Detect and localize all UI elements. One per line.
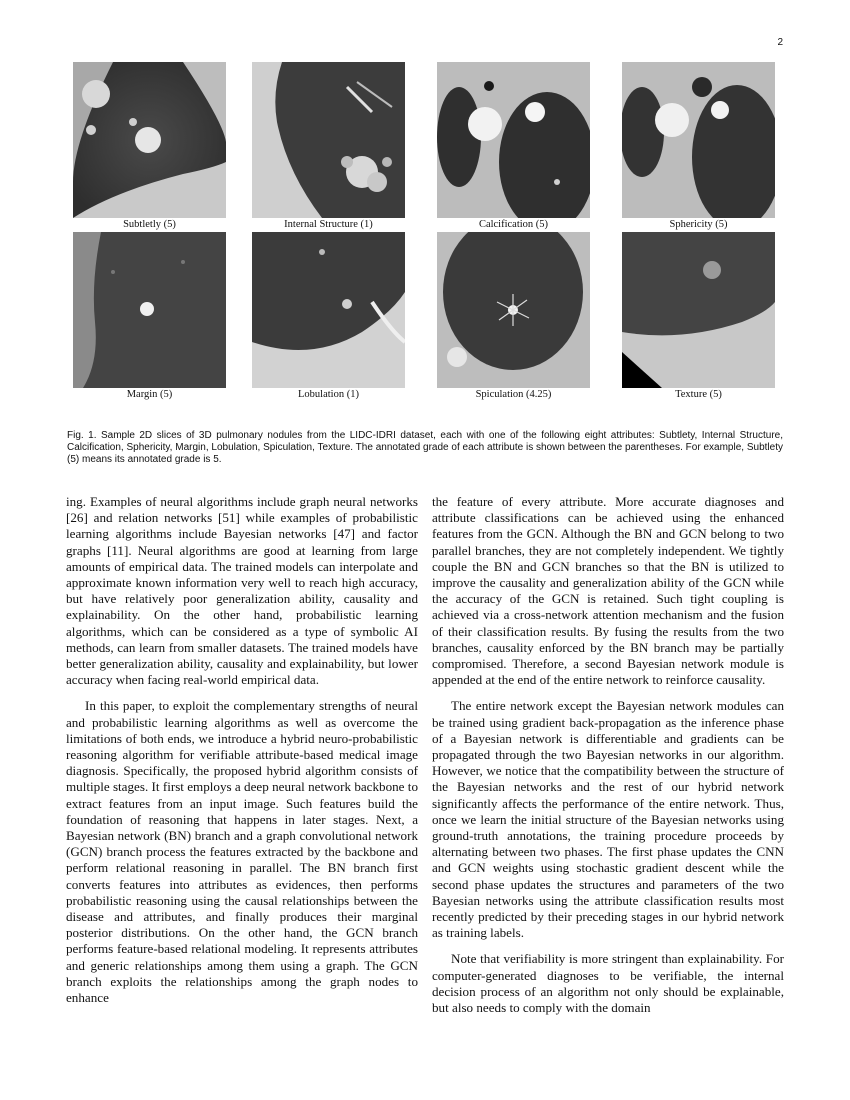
- ct-slice-image: [437, 232, 590, 388]
- paragraph: ing. Examples of neural algorithms include graph neural networks [26] and relation networks [51] while examples of probabilistic learning algorithms include Bayesian networks [47] and factor graphs [11]. Neural algorithms are good at learning from large amounts of empirical data. The trained models can interpolate and approximate known information very well to reach high accuracy, but have relatively poor generalization ability, causality and explainability. On the other hand, probabilistic learning algorithms, which can be considered as a type of symbolic AI methods, can learn from smaller datasets. The trained models have better generalization ability, causality and explainability, but lower accuracy when facing real-world empirical data.: [66, 494, 418, 688]
- figure-panel-spiculation: [437, 232, 590, 402]
- paragraph: The entire network except the Bayesian network modules can be trained using gradient back-propagation as the inference phase of a Bayesian network is differentiable and gradients can be propagated through the two Bayesian networks in our algorithm. However, we notice that the compatibility between the structure of the Bayesian networks and the rest of our hybrid network significantly affects the performance of the entire network. Thus, once we learn the initial structure of the Bayesian networks using ground-truth annotations, the training procedure proceeds by alternating between two phases. The first phase updates the CNN and GCN weights using stochastic gradient descent while the second phase updates the structures and parameters of the two Bayesian networks using the attribute classification results most recently predicted by their preceding stages in our hybrid network as training labels.: [432, 698, 784, 941]
- ct-slice-image: [252, 62, 405, 218]
- figure-panel-sphericity: [622, 62, 775, 232]
- panel-caption: Sphericity (5): [669, 219, 728, 230]
- ct-slice-image: [437, 62, 590, 218]
- figure-caption: Fig. 1. Sample 2D slices of 3D pulmonary nodules from the LIDC-IDRI dataset, each with one of the following eight attributes: Subtlety, Internal Structure, Calcification, Sphericity, Margin, Lobulation, Spiculation, Texture. The annotated grade of each attribute is shown between the parentheses. For example, Subtlety (5) means its annotated grade is 5.: [67, 430, 783, 466]
- right-column: [432, 494, 784, 1026]
- panel-caption: Lobulation (1): [298, 389, 359, 400]
- figure-panel-internal-structure: [252, 62, 405, 232]
- figure-panel-calcification: [437, 62, 590, 232]
- figure-panel-lobulation: [252, 232, 405, 402]
- ct-slice-image: [622, 232, 775, 388]
- panel-caption: Margin (5): [126, 389, 173, 400]
- ct-slice-image: [252, 232, 405, 388]
- panel-caption: Calcification (5): [478, 219, 549, 230]
- paragraph: In this paper, to exploit the complementary strengths of neural and probabilistic learning algorithms as well as overcome the limitations of both ends, we introduce a hybrid neuro-probabilistic reasoning algorithm for verifiable attribute-based medical image diagnosis. Specifically, the proposed hybrid algorithm consists of multiple stages. It first employs a deep neural network backbone to extract features from an input image. Such features build the foundation of reasoning that happens in later stages. Next, a Bayesian network (BN) branch and a graph convolutional network (GCN) branch process the features extracted by the backbone and perform relational reasoning in parallel. The BN branch first converts features into attributes as evidences, then performs probabilistic reasoning using the causal relationships between the disease and attributes, and finally produces their marginal posterior distributions. On the other hand, the GCN branch performs feature-based relational modeling. It represents attributes and generic relationships among them using a graph. The GCN branch exploits the relationships among the graph nodes to enhance: [66, 698, 418, 1006]
- left-column: [66, 494, 418, 1016]
- figure-panel-margin: [73, 232, 226, 402]
- paragraph: Note that verifiability is more stringent than explainability. For computer-generated diagnoses to be verifiable, the internal decision process of an algorithm not only should be explainable, but also needs to comply with the domain: [432, 951, 784, 1016]
- ct-slice-image: [73, 232, 226, 388]
- figure-row-top: [73, 62, 779, 232]
- figure-panel-subtlety: [73, 62, 226, 232]
- panel-caption: Spiculation (4.25): [475, 389, 552, 400]
- panel-caption: Subtletly (5): [123, 219, 176, 230]
- panel-caption: Texture (5): [675, 389, 722, 400]
- figure-panel-texture: [622, 232, 775, 402]
- ct-slice-image: [622, 62, 775, 218]
- figure-row-bottom: [73, 232, 779, 402]
- paragraph: the feature of every attribute. More accurate diagnoses and attribute classifications can be achieved using the enhanced features from the GCN. Although the BN and GCN belong to two parallel branches, they are not completely independent. We tightly couple the BN and GCN branches so that the BN is utilized to improve the causality and generalization ability of the GCN while the accuracy of the GCN is retained. Such tight coupling is achieved via a cross-network attention mechanism and the fusion of their classification results. By fusing the results from the two branches, causality enforced by the BN branch may be partially compromised. Therefore, a second Bayesian network module is appended at the end of the entire network to reinforce causality.: [432, 494, 784, 688]
- panel-caption: Internal Structure (1): [284, 219, 373, 230]
- page-number: 2: [777, 37, 783, 48]
- ct-slice-image: [73, 62, 226, 218]
